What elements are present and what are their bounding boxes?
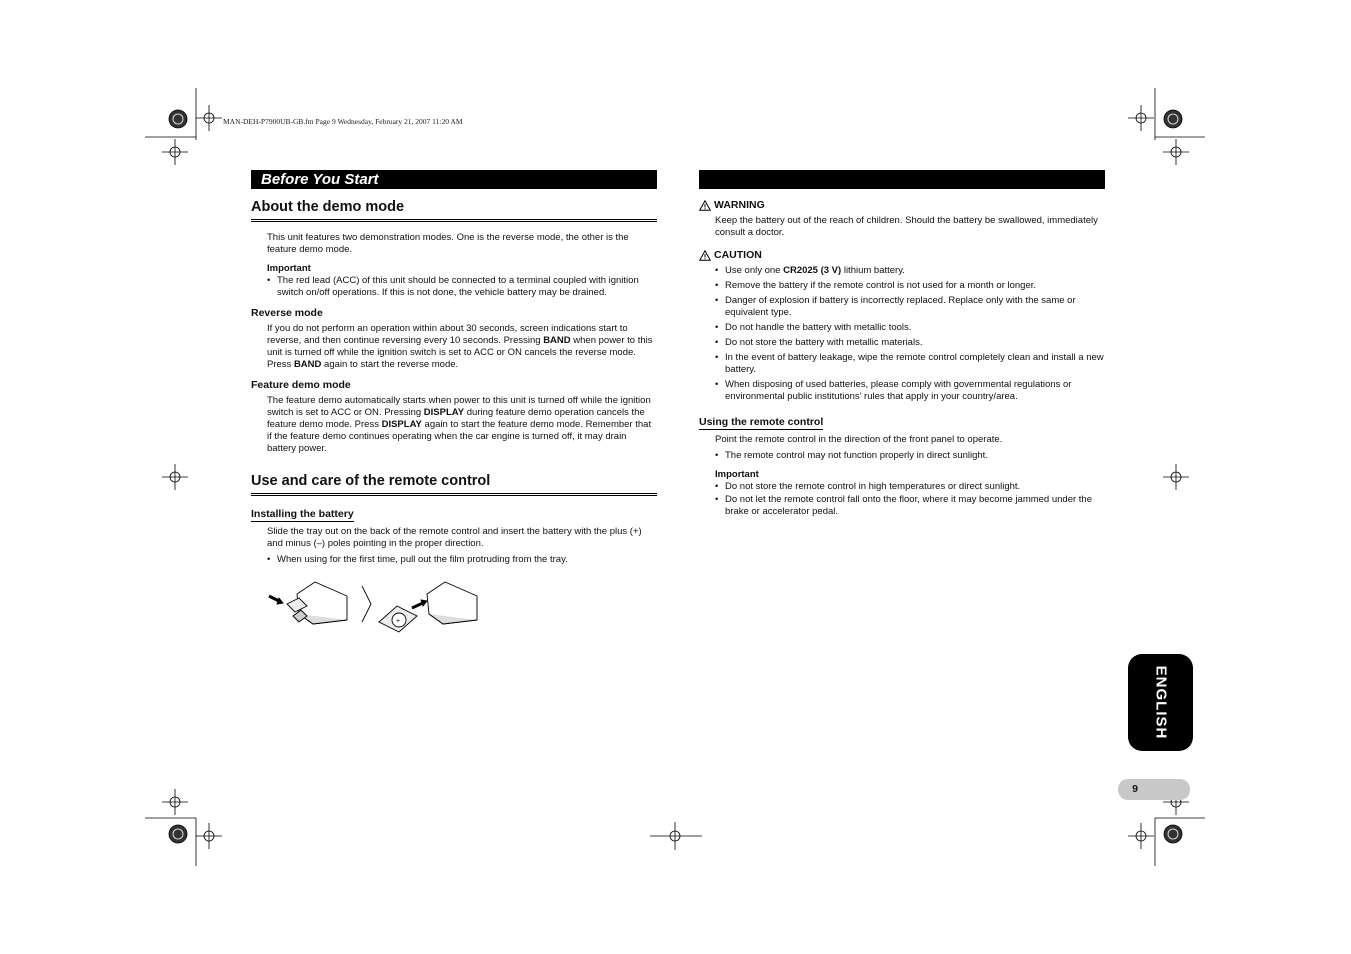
left-column (251, 170, 657, 638)
using-list (699, 450, 1105, 462)
list-item: • Do not store the remote control in high temperatures or direct sunlight. (715, 481, 1105, 493)
important-list-right (699, 481, 1105, 518)
reverse-mode-heading: Reverse mode (251, 307, 323, 319)
feature-demo-heading: Feature demo mode (251, 379, 351, 391)
list-item: • Remove the battery if the remote control is not used for a month or longer. (715, 280, 1105, 292)
feature-demo-text: The feature demo automatically starts when power to this unit is turned off while the ignition switch is set to ACC or ON. Pressing DISPLAY during feature demo operation cancels the feature demo mode. Press DISPLAY again to start the feature demo mode. Remember that if the feature demo continues operating when the car engine is turned off, it may drain battery power. (267, 395, 652, 454)
list-item: • When using for the first time, pull out the film protruding from the tray. (267, 554, 657, 566)
using-remote-heading: Using the remote control (699, 416, 824, 428)
list-item: • The remote control may not function properly in direct sunlight. (715, 450, 1105, 462)
install-text: Slide the tray out on the back of the remote control and insert the battery with the plus (+) and minus (–) poles pointing in the proper direction. (267, 526, 642, 549)
list-item: • The red lead (ACC) of this unit should be connected to a terminal coupled with ignition switch on/off operations. If this is not done, the vehicle battery may be drained. (267, 275, 657, 299)
list-item: • Do not store the battery with metallic materials. (715, 337, 1105, 349)
list-item: • Use only one CR2025 (3 V) lithium battery. (715, 265, 1105, 277)
remote-control-heading: Use and care of the remote control (251, 473, 657, 496)
warning-triangle-icon (699, 200, 711, 211)
list-item: • In the event of battery leakage, wipe the remote control completely clean and install a new battery. (715, 352, 1105, 376)
page-number: 9 (1132, 783, 1138, 795)
file-header-info: MAN-DEH-P7900UB-GB.fm Page 9 Wednesday, February 21, 2007 11:20 AM (223, 117, 463, 126)
install-list (251, 554, 657, 566)
svg-text:+: + (396, 618, 401, 625)
using-remote-text: Point the remote control in the direction of the front panel to operate. (715, 434, 1003, 445)
warning-text: Keep the battery out of the reach of children. Should the battery be swallowed, immediately consult a doctor. (715, 215, 1098, 238)
list-item: • Danger of explosion if battery is incorrectly replaced. Replace only with the same or equivalent type. (715, 295, 1105, 319)
section-title-bar: Before You Start (251, 170, 657, 189)
demo-mode-heading: About the demo mode (251, 199, 657, 222)
important-list (251, 275, 657, 299)
list-item: • When disposing of used batteries, please comply with governmental regulations or environmental public institutions’ rules that apply in your country/area. (715, 379, 1105, 403)
reverse-mode-text: If you do not perform an operation within about 30 seconds, screen indications start to reverse, and then continue reversing every 10 seconds. Pressing BAND when power to this unit is turned off while the ignition switch is set to ACC or ON cancels the reverse mode. Press BAND again to start the reverse mode. (267, 323, 653, 370)
demo-intro-text: This unit features two demonstration modes. One is the reverse mode, the other is the feature demo mode. (267, 232, 629, 255)
caution-triangle-icon (699, 250, 711, 261)
caution-heading: CAUTION (699, 249, 1105, 261)
list-item: • Do not handle the battery with metallic tools. (715, 322, 1105, 334)
right-column (699, 170, 1105, 521)
language-tab-label: ENGLISH (1152, 665, 1169, 740)
list-item: • Do not let the remote control fall onto the floor, where it may become jammed under the brake or accelerator pedal. (715, 494, 1105, 518)
important-label-right: Important (715, 469, 759, 480)
installing-battery-heading: Installing the battery (251, 508, 354, 520)
caution-list (699, 265, 1105, 403)
important-label: Important (267, 263, 311, 274)
battery-install-illustration (267, 576, 497, 638)
warning-heading: WARNING (699, 199, 1105, 211)
section-title-bar-right (699, 170, 1105, 189)
